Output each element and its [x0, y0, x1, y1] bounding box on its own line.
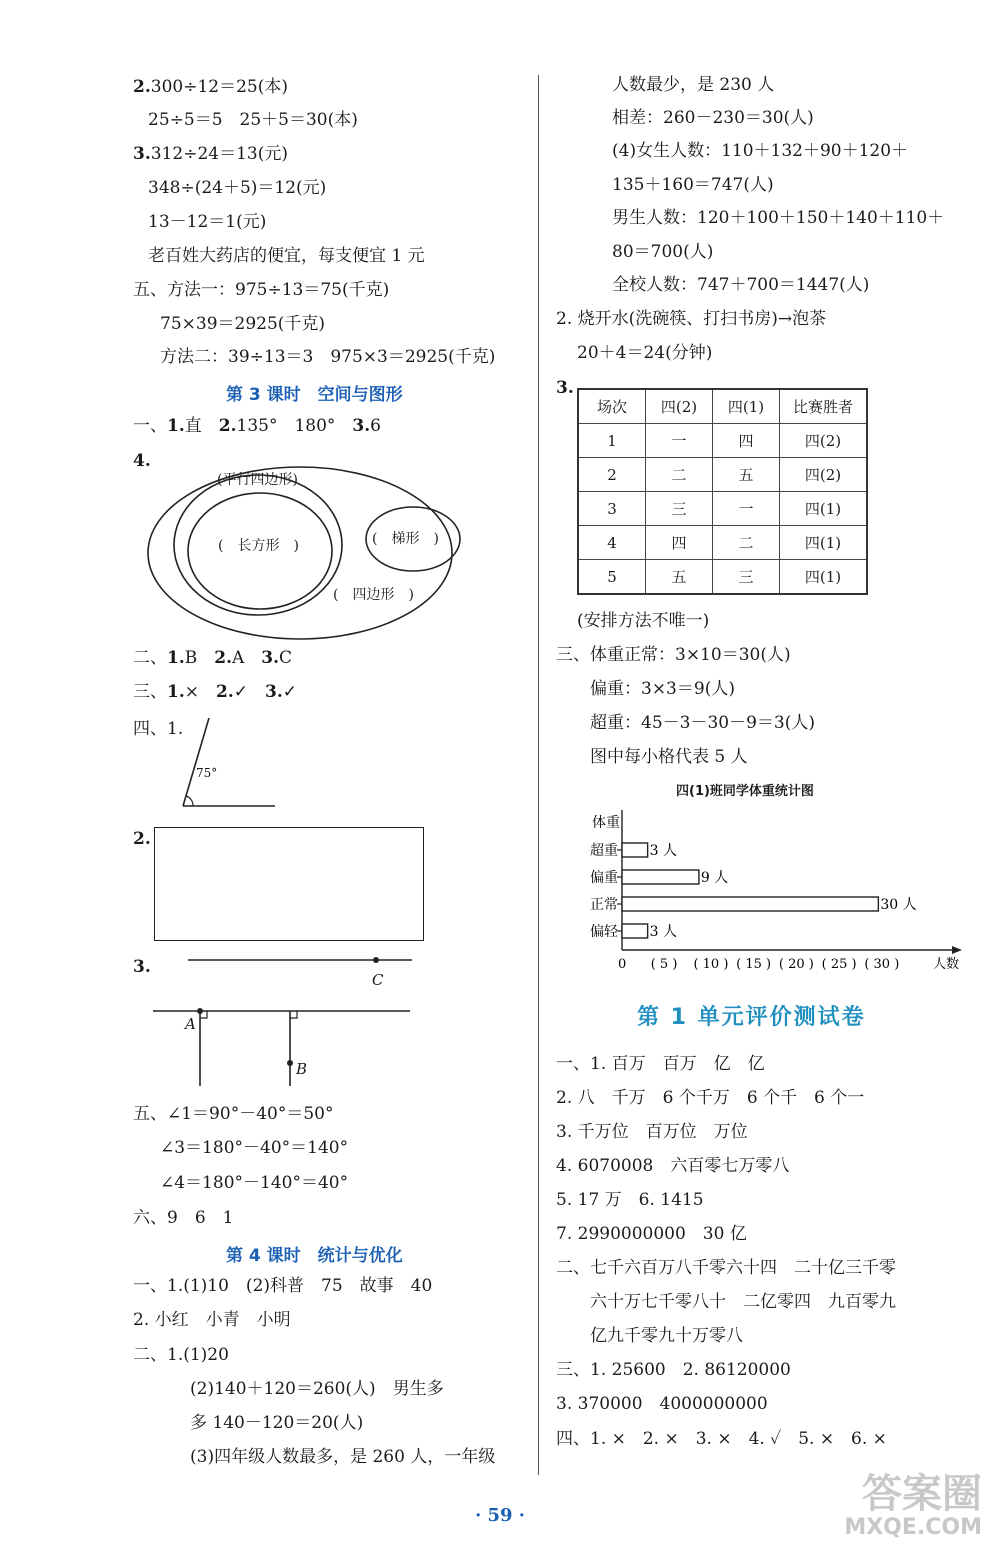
left-line-4: 348÷(24＋5)＝12(元) [148, 178, 327, 198]
table-row [578, 492, 867, 526]
x-tick-label: ( 10 ) [693, 957, 729, 972]
bar-value-label: 9 人 [700, 870, 729, 886]
right-line-4: 135＋160＝747(人) [612, 175, 774, 195]
weight-line-2: 偏重：3×3＝9(人) [590, 679, 735, 699]
table-header: 四(1) [713, 389, 780, 424]
right-line-3: (4)女生人数：110＋132＋90＋120＋ [612, 141, 909, 161]
angle-figure [175, 712, 285, 812]
x-tick-label: ( 30 ) [864, 957, 900, 972]
table-row [578, 560, 867, 595]
venn-parallelogram-label: (平行四边形) [217, 472, 298, 488]
point-c-label: C [372, 971, 384, 989]
table-cell: 4 [578, 526, 646, 560]
lesson3-q4-label: 4. [133, 451, 151, 471]
lesson3-q4b-label: 四、1. [133, 719, 184, 739]
category-label: 偏轻 [590, 924, 618, 940]
l4-line-4: (2)140＋120＝260(人) 男生多 [190, 1379, 444, 1399]
left-line-5: 13－12＝1(元) [148, 212, 267, 232]
l4-line-2: 2. 小红 小青 小明 [133, 1310, 291, 1330]
left-line-9: 方法二：39÷13＝3 975×3＝2925(千克) [160, 347, 496, 367]
weight-bar-chart [580, 800, 970, 980]
unit-line-11: 3. 370000 4000000000 [556, 1394, 768, 1414]
watermark-line-2: MXQE.COM [844, 1515, 982, 1540]
category-label: 正常 [590, 897, 618, 913]
right-line-8: 2. 烧开水(洗碗筷、打扫书房)→泡茶 [556, 309, 827, 329]
left-line-8: 75×39＝2925(千克) [160, 314, 326, 334]
table-cell: 一 [646, 424, 713, 458]
venn-rectangle-label: ( 长方形 ) [218, 538, 299, 554]
schedule-q-label: 3. [556, 378, 574, 398]
q6-line: 六、9 6 1 [133, 1208, 234, 1228]
unit-line-6: 7. 2990000000 30 亿 [556, 1224, 747, 1244]
left-line-2: 25÷5＝5 25＋5＝30(本) [148, 110, 358, 130]
unit-line-9: 亿九千零九十万零八 [590, 1326, 743, 1346]
right-line-7: 全校人数：747＋700＝1447(人) [612, 275, 870, 295]
lesson3-q2: 二、1.B 2.A 3.C [133, 648, 293, 668]
weight-line-3: 超重：45－3－30－9＝3(人) [590, 713, 815, 733]
unit-line-7: 二、七千六百万八千零六十四 二十亿三千零 [556, 1258, 896, 1278]
right-line-9: 20＋4＝24(分钟) [577, 343, 713, 363]
chart-title: 四(1)班同学体重统计图 [676, 784, 814, 799]
column-divider [538, 75, 539, 1475]
table-row [578, 424, 867, 458]
watermark [844, 1472, 982, 1540]
l4-line-3: 二、1.(1)20 [133, 1345, 229, 1365]
angle-calc-1: 五、∠1＝90°－40°＝50° [133, 1104, 334, 1124]
left-line-6: 老百姓大药店的便宜，每支便宜 1 元 [148, 246, 425, 266]
rect-q-label: 2. [133, 829, 151, 849]
drawn-rectangle [154, 827, 424, 941]
table-cell: 1 [578, 424, 646, 458]
bar-value-label: 30 人 [880, 897, 917, 913]
table-cell: 五 [646, 560, 713, 595]
table-cell: 四 [646, 526, 713, 560]
left-line-1: 2.300÷12＝25(本) [133, 77, 288, 97]
unit-line-12: 四、1. × 2. × 3. × 4. ✓ 5. × 6. × [556, 1429, 887, 1449]
table-header: 场次 [578, 389, 646, 424]
lesson3-q3: 三、1.× 2.✓ 3.✓ [133, 682, 297, 702]
table-cell: 四(2) [780, 424, 868, 458]
angle-calc-2: ∠3＝180°－40°＝140° [160, 1138, 349, 1158]
unit-line-10: 三、1. 25600 2. 86120000 [556, 1360, 791, 1380]
table-row [578, 526, 867, 560]
unit-test-title: 第 1 单元评价测试卷 [637, 1005, 866, 1030]
angle-calc-3: ∠4＝180°－140°＝40° [160, 1173, 349, 1193]
bar [622, 870, 699, 884]
table-header: 比赛胜者 [780, 389, 868, 424]
point-b-label: B [296, 1060, 308, 1078]
table-cell: 四(1) [780, 492, 868, 526]
quadrilateral-ellipse [148, 467, 452, 639]
y-axis-label: 体重 [592, 815, 620, 831]
x-axis-arrow [952, 946, 962, 954]
bar [622, 897, 878, 911]
right-line-2: 相差：260－230＝30(人) [612, 108, 814, 128]
lesson3-title: 第 3 课时 空间与图形 [226, 385, 403, 405]
x-axis-label: 人数 [933, 957, 960, 972]
unit-line-8: 六十万七千零八十 二亿零四 九百零九 [590, 1292, 896, 1312]
venn-diagram [140, 455, 480, 650]
point-a-label: A [185, 1015, 196, 1033]
table-cell: 二 [646, 458, 713, 492]
table-cell: 5 [578, 560, 646, 595]
table-row [578, 458, 867, 492]
l4-line-6: (3)四年级人数最多，是 260 人，一年级 [190, 1447, 496, 1467]
x-tick-label: 0 [618, 957, 627, 972]
x-tick-label: ( 25 ) [821, 957, 857, 972]
table-cell: 四 [713, 424, 780, 458]
venn-quadrilateral-label: ( 四边形 ) [333, 587, 414, 603]
table-cell: 三 [713, 560, 780, 595]
x-tick-label: ( 20 ) [778, 957, 814, 972]
lesson3-q1: 一、1.直 2.135° 180° 3.6 [133, 416, 381, 436]
unit-line-4: 4. 6070008 六百零七万零八 [556, 1156, 790, 1176]
left-line-3: 3.312÷24＝13(元) [133, 144, 288, 164]
x-tick-label: ( 5 ) [650, 957, 678, 972]
l4-line-1: 一、1.(1)10 (2)科普 75 故事 40 [133, 1276, 433, 1296]
x-tick-label: ( 15 ) [736, 957, 772, 972]
table-cell: 五 [713, 458, 780, 492]
table-cell: 一 [713, 492, 780, 526]
table-cell: 四(1) [780, 560, 868, 595]
angle-label: 75° [196, 766, 218, 780]
watermark-line-1: 答案圈 [862, 1471, 982, 1517]
right-line-5: 男生人数：120＋100＋150＋140＋110＋ [612, 208, 945, 228]
unit-line-2: 2. 八 千万 6 个千万 6 个千 6 个一 [556, 1088, 865, 1108]
bar-value-label: 3 人 [649, 843, 677, 859]
table-header-row [578, 389, 867, 424]
match-schedule-table [577, 388, 868, 595]
weight-line-1: 三、体重正常：3×10＝30(人) [556, 645, 791, 665]
left-line-7: 五、方法一：975÷13＝75(千克) [133, 280, 390, 300]
bar-value-label: 3 人 [649, 924, 677, 940]
page-number: · 59 · [474, 1505, 526, 1526]
bar [622, 924, 648, 938]
category-label: 偏重 [590, 870, 618, 886]
unit-line-1: 一、1. 百万 百万 亿 亿 [556, 1054, 765, 1074]
unit-line-3: 3. 千万位 百万位 万位 [556, 1122, 748, 1142]
table-cell: 四(2) [780, 458, 868, 492]
right-line-1: 人数最少，是 230 人 [612, 75, 775, 95]
table-cell: 二 [713, 526, 780, 560]
table-cell: 3 [578, 492, 646, 526]
weight-line-4: 图中每小格代表 5 人 [590, 747, 748, 767]
table-cell: 2 [578, 458, 646, 492]
bar [622, 843, 648, 857]
schedule-note: (安排方法不唯一) [577, 611, 710, 631]
lesson4-title: 第 4 课时 统计与优化 [226, 1246, 403, 1266]
q3-label: 3. [133, 957, 151, 977]
table-cell: 三 [646, 492, 713, 526]
l4-line-5: 多 140－120＝20(人) [190, 1413, 364, 1433]
category-label: 超重 [590, 843, 618, 859]
venn-trapezoid-label: ( 梯形 ) [372, 531, 439, 547]
right-line-6: 80＝700(人) [612, 242, 714, 262]
table-cell: 四(1) [780, 526, 868, 560]
table-header: 四(2) [646, 389, 713, 424]
unit-line-5: 5. 17 万 6. 1415 [556, 1190, 704, 1210]
